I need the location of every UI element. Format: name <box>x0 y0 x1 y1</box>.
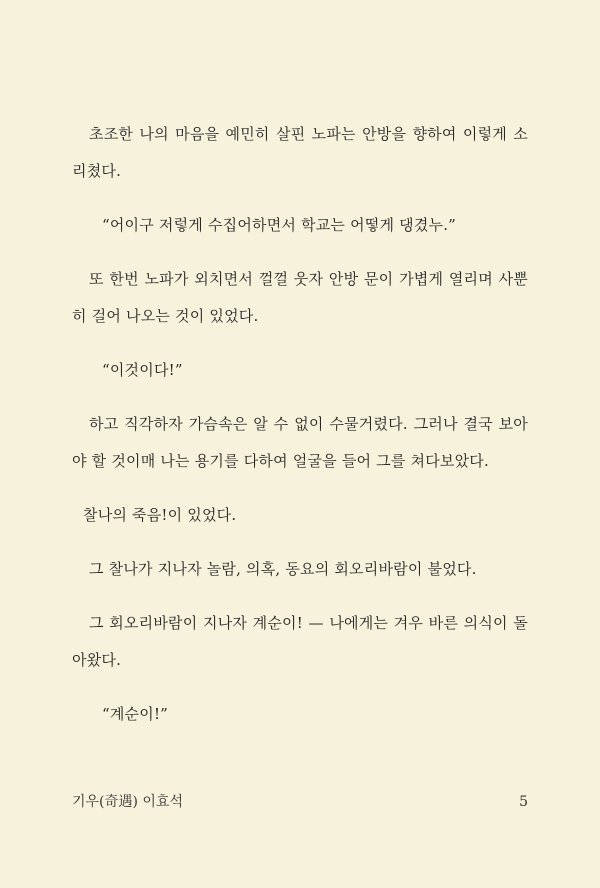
page-footer <box>72 790 528 814</box>
page-text-body <box>72 116 528 733</box>
page-number: 5 <box>519 794 528 810</box>
footer-book-title: 기우(奇遇) 이효석 <box>72 794 183 810</box>
paragraph: “계순이!” <box>102 705 169 723</box>
paragraph: 초조한 나의 마음을 예민히 살핀 노파는 안방을 향하여 이렇게 소리쳤다. <box>72 125 528 180</box>
paragraph: 또 한번 노파가 외치면서 껄껄 웃자 안방 문이 가볍게 열리며 사뿐히 걸어 나오는 것이 있었다. <box>72 270 528 325</box>
paragraph: 그 찰나가 지나자 놀람, 의혹, 동요의 회오리바람이 불었다. <box>89 560 477 578</box>
paragraph: 하고 직각하자 가슴속은 알 수 없이 수물거렸다. 그러나 결국 보아야 할 것이매 나는 용기를 다하여 얼굴을 들어 그를 쳐다보았다. <box>72 415 528 470</box>
paragraph: 찰나의 죽음!이 있었다. <box>83 506 237 524</box>
paragraph: “이것이다!” <box>102 361 183 379</box>
paragraph: “어이구 저렇게 수집어하면서 학교는 어떻게 댕겼누.” <box>102 216 457 234</box>
paragraph: 그 회오리바람이 지나자 계순이! — 나에게는 겨우 바른 의식이 돌아왔다. <box>72 614 528 669</box>
